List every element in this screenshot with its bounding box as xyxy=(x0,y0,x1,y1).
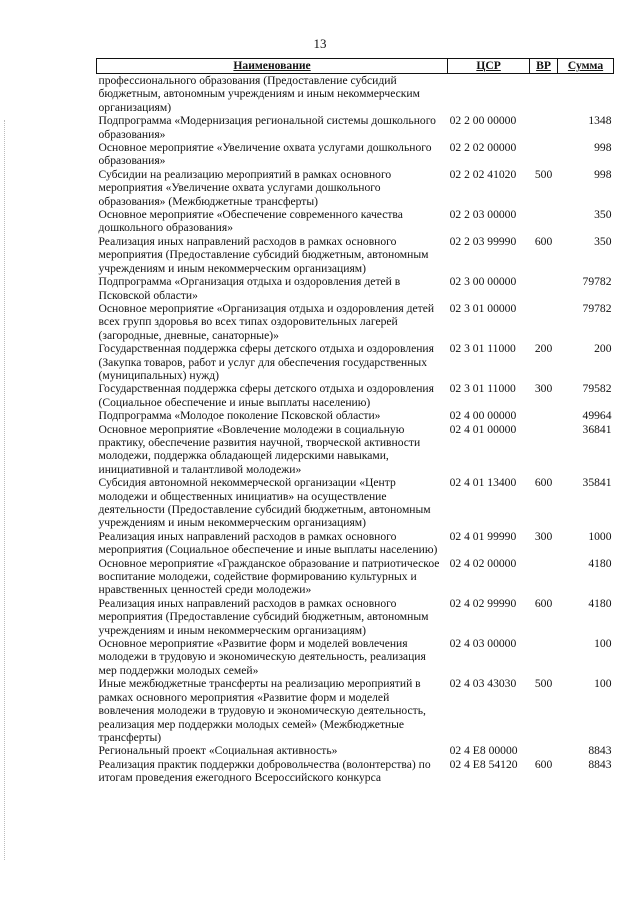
row-csr-cell: 02 4 01 99990 xyxy=(449,529,517,543)
row-sum-cell: 8843 xyxy=(588,757,612,771)
row-vr-cell xyxy=(530,557,558,597)
row-vr-cell xyxy=(530,409,558,422)
scan-margin-line xyxy=(4,120,6,860)
row-csr-cell: 02 2 02 00000 xyxy=(449,141,517,155)
row-sum-cell: 35841 xyxy=(582,476,612,490)
row-csr-cell: 02 3 01 11000 xyxy=(449,342,516,356)
row-csr-cell: 02 3 01 11000 xyxy=(449,382,516,396)
row-name-cell: Реализация иных направлений расходов в рамках основного мероприятия (Предоставление субсидий бюджетным, автономным учреждениям и иным некоммерческим организациям) xyxy=(98,596,429,637)
table-row xyxy=(97,208,614,235)
row-name-cell: Реализация иных направлений расходов в рамках основного мероприятия (Социальное обеспечение и иные выплаты населению) xyxy=(98,529,438,557)
row-csr-cell: 02 4 03 43030 xyxy=(449,677,517,691)
row-vr-cell: 600 xyxy=(534,476,553,490)
row-name-cell: Региональный проект «Социальная активность» xyxy=(98,744,338,758)
table-row xyxy=(97,597,614,637)
row-csr-cell: 02 4 E8 54120 xyxy=(449,757,518,771)
table-row xyxy=(97,758,614,785)
row-sum-cell: 79782 xyxy=(582,275,612,289)
table-row xyxy=(97,530,614,557)
row-vr-cell: 300 xyxy=(534,529,553,543)
row-name-cell: Основное мероприятие «Организация отдыха и оздоровления детей всех групп здоровья во всех типах оздоровительных лагерей (загородные, дневные, санаторные)» xyxy=(98,301,435,342)
page-number: 13 xyxy=(313,36,327,51)
row-sum-cell: 200 xyxy=(594,342,612,356)
row-vr-cell xyxy=(530,423,558,477)
row-vr-cell xyxy=(530,637,558,677)
row-name-cell: Реализация практик поддержки добровольчества (волонтерства) по итогам проведения ежегодного Всероссийского конкурса xyxy=(98,757,431,785)
row-vr-cell xyxy=(530,744,558,757)
row-sum-cell: 1348 xyxy=(588,114,612,128)
row-name-cell: Основное мероприятие «Гражданское образование и патриотическое воспитание молодежи, содействие формированию культурных и нравственных ценностей среди молодежи» xyxy=(98,556,440,597)
row-name-cell: Основное мероприятие «Вовлечение молодежи в социальную практику, обеспечение развития научной, творческой активности молодежи, поддержка обладающей лидерскими навыками, инициативной и талантливой молодежи» xyxy=(98,422,421,476)
row-sum-cell: 998 xyxy=(594,167,612,181)
row-sum-cell: 998 xyxy=(594,141,612,155)
row-vr-cell xyxy=(530,275,558,302)
table-row xyxy=(97,382,614,409)
row-name-cell: Основное мероприятие «Развитие форм и моделей вовлечения молодежи в трудовую и экономическую деятельность, реализация мер поддержки молодых семей» xyxy=(98,637,426,677)
row-sum-cell xyxy=(558,74,614,115)
row-vr-cell xyxy=(530,302,558,342)
row-vr-cell xyxy=(530,141,558,168)
row-sum-cell: 79782 xyxy=(582,301,612,315)
row-vr-cell: 300 xyxy=(534,382,553,396)
table-row xyxy=(97,409,614,422)
table-row xyxy=(97,677,614,744)
row-sum-cell: 350 xyxy=(594,234,612,248)
row-csr-cell: 02 4 E8 00000 xyxy=(449,744,518,758)
row-csr-cell xyxy=(448,74,530,115)
row-csr-cell: 02 4 01 13400 xyxy=(449,476,517,490)
table-row xyxy=(97,74,614,115)
row-csr-cell: 02 4 03 00000 xyxy=(449,637,517,651)
table-row xyxy=(97,302,614,342)
row-csr-cell: 02 3 00 00000 xyxy=(449,275,517,289)
row-csr-cell: 02 2 03 99990 xyxy=(449,234,517,248)
header-vr: ВР xyxy=(530,59,558,74)
table-row xyxy=(97,275,614,302)
header-csr: ЦСР xyxy=(448,59,530,74)
row-csr-cell: 02 2 00 00000 xyxy=(449,114,517,128)
row-name-cell: профессионального образования (Предоставление субсидий бюджетным, автономным учреждениям и иным некоммерческим организациям) xyxy=(98,74,420,114)
row-vr-cell: 600 xyxy=(534,234,553,248)
row-vr-cell: 600 xyxy=(534,596,553,610)
table-row xyxy=(97,342,614,382)
row-name-cell: Государственная поддержка сферы детского отдыха и оздоровления (Социальное обеспечение и иные выплаты населению) xyxy=(98,382,434,409)
table-row xyxy=(97,744,614,757)
table-row xyxy=(97,557,614,597)
row-name-cell: Подпрограмма «Организация отдыха и оздоровления детей в Псковской области» xyxy=(98,275,401,302)
row-csr-cell: 02 4 02 00000 xyxy=(449,556,517,570)
row-vr-cell xyxy=(530,74,558,115)
row-name-cell: Иные межбюджетные трансферты на реализацию мероприятий в рамках основного мероприятия «Развитие форм и моделей вовлечения молодежи в трудовую и экономическую деятельность, реализация мер поддержки молодых семей» (Межбюджетные трансферты) xyxy=(98,677,426,744)
row-name-cell: Субсидии на реализацию мероприятий в рамках основного мероприятия «Увеличение охвата услугами дошкольного образования» (Межбюджетные трансферты) xyxy=(98,167,392,208)
row-name-cell: Субсидия автономной некоммерческой организации «Центр молодежи и общественных инициатив» на осуществление деятельности (Предоставление субсидий бюджетным, автономным учреждениям и иным некоммерческим организациям) xyxy=(98,476,431,530)
table-row xyxy=(97,141,614,168)
row-sum-cell: 100 xyxy=(594,677,612,691)
row-csr-cell: 02 2 03 00000 xyxy=(449,208,517,222)
row-name-cell: Подпрограмма «Модернизация региональной системы дошкольного образования» xyxy=(98,114,436,141)
table-row xyxy=(97,235,614,275)
row-sum-cell: 1000 xyxy=(588,529,612,543)
header-name: Наименование xyxy=(97,59,448,74)
row-sum-cell: 4180 xyxy=(588,556,612,570)
row-vr-cell: 200 xyxy=(534,342,553,356)
table-row xyxy=(97,114,614,141)
row-vr-cell xyxy=(530,208,558,235)
row-sum-cell: 36841 xyxy=(582,422,612,436)
row-csr-cell: 02 2 02 41020 xyxy=(449,167,517,181)
row-name-cell: Основное мероприятие «Обеспечение современного качества дошкольного образования» xyxy=(98,208,403,235)
table-body xyxy=(97,74,614,785)
table-row xyxy=(97,168,614,208)
row-sum-cell: 100 xyxy=(594,637,612,651)
row-csr-cell: 02 4 02 99990 xyxy=(449,596,517,610)
table-header xyxy=(97,59,614,74)
budget-table xyxy=(96,58,614,785)
row-sum-cell: 350 xyxy=(594,208,612,222)
row-sum-cell: 49964 xyxy=(582,409,612,423)
row-sum-cell: 8843 xyxy=(588,744,612,758)
row-name-cell: Основное мероприятие «Увеличение охвата услугами дошкольного образования» xyxy=(98,141,432,168)
row-csr-cell: 02 4 00 00000 xyxy=(449,409,517,423)
row-csr-cell: 02 3 01 00000 xyxy=(449,301,517,315)
table-row xyxy=(97,476,614,530)
row-vr-cell xyxy=(530,114,558,141)
table-row xyxy=(97,423,614,477)
table-row xyxy=(97,637,614,677)
row-name-cell: Подпрограмма «Молодое поколение Псковской области» xyxy=(98,409,381,423)
row-vr-cell: 600 xyxy=(534,757,553,771)
row-vr-cell: 500 xyxy=(534,677,553,691)
header-sum: Сумма xyxy=(558,59,614,74)
row-vr-cell: 500 xyxy=(534,167,553,181)
row-csr-cell: 02 4 01 00000 xyxy=(449,422,517,436)
row-sum-cell: 4180 xyxy=(588,596,612,610)
row-name-cell: Государственная поддержка сферы детского отдыха и оздоровления (Закупка товаров, работ и услуг для обеспечения государственных (муниципальных) нужд) xyxy=(98,342,434,382)
row-name-cell: Реализация иных направлений расходов в рамках основного мероприятия (Предоставление субсидий бюджетным, автономным учреждениям и иным некоммерческим организациям) xyxy=(98,234,429,275)
row-sum-cell: 79582 xyxy=(582,382,612,396)
